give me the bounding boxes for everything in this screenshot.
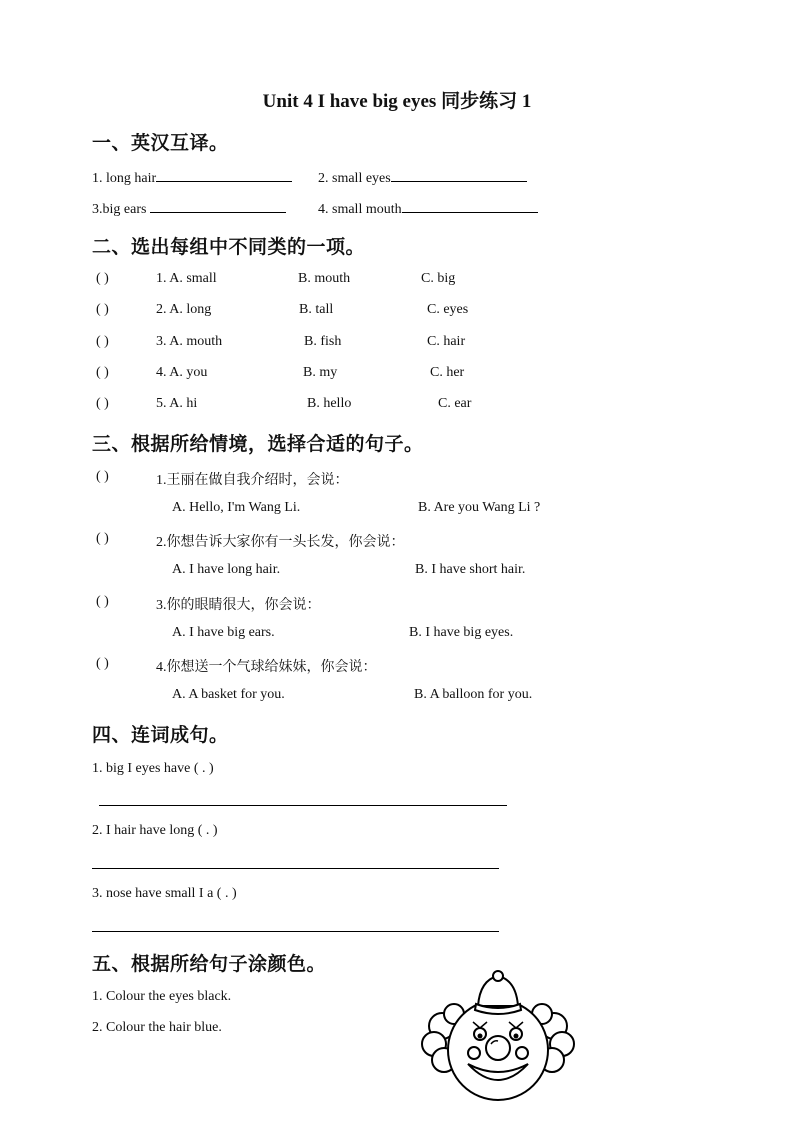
colour-instruction-2: 2. Colour the hair blue. <box>92 1020 222 1035</box>
odd-one-option-b: B. tall <box>299 302 334 317</box>
odd-one-option-c: C. eyes <box>427 302 469 317</box>
translate-item-4 <box>318 199 538 218</box>
situation-option-b: B. I have short hair. <box>415 562 526 577</box>
situation-paren[interactable]: ( ) <box>96 594 109 609</box>
answer-blank[interactable] <box>150 199 286 213</box>
odd-one-option-a: 5. A. hi <box>156 396 198 411</box>
situation-option-a: A. Hello, I'm Wang Li. <box>172 500 301 515</box>
scrambled-sentence-1: 1. big I eyes have ( . ) <box>92 761 214 776</box>
odd-one-option-a: 2. A. long <box>156 302 212 317</box>
scrambled-sentence-3: 3. nose have small I a ( . ) <box>92 886 237 901</box>
section-1-heading: 一、英汉互译。 <box>92 132 229 154</box>
situation-paren[interactable]: ( ) <box>96 531 109 546</box>
answer-line[interactable] <box>99 805 507 806</box>
odd-one-option-a: 1. A. small <box>156 271 217 286</box>
section-5-heading: 五、根据所给句子涂颜色。 <box>92 953 327 975</box>
translate-item-3 <box>92 199 286 218</box>
translate-label: 2. small eyes <box>318 171 391 186</box>
situation-paren[interactable]: ( ) <box>96 656 109 671</box>
answer-line[interactable] <box>92 931 499 932</box>
odd-one-option-c: C. her <box>430 365 465 380</box>
odd-one-paren[interactable]: ( ) <box>96 302 109 317</box>
answer-line[interactable] <box>92 868 499 869</box>
odd-one-option-c: C. big <box>421 271 456 286</box>
translate-label: 4. small mouth <box>318 202 402 217</box>
situation-option-a: A. I have long hair. <box>172 562 281 577</box>
translate-item-2 <box>318 168 527 187</box>
odd-one-option-c: C. hair <box>427 334 466 349</box>
odd-one-option-c: C. ear <box>438 396 472 411</box>
odd-one-paren[interactable]: ( ) <box>96 365 109 380</box>
translate-label: 1. long hair <box>92 171 157 186</box>
scrambled-sentence-2: 2. I hair have long ( . ) <box>92 823 218 838</box>
answer-blank[interactable] <box>391 168 527 182</box>
situation-question: 2.你想告诉大家你有一头长发，你会说： <box>156 535 405 550</box>
section-4-heading: 四、连词成句。 <box>92 724 229 746</box>
section-2-heading: 二、选出每组中不同类的一项。 <box>92 236 366 258</box>
odd-one-paren[interactable]: ( ) <box>96 396 109 411</box>
answer-blank[interactable] <box>402 199 538 213</box>
page-title: Unit 4 I have big eyes 同步练习 1 <box>262 91 532 112</box>
situation-option-b: B. Are you Wang Li ? <box>418 500 541 515</box>
odd-one-option-b: B. mouth <box>298 271 351 286</box>
odd-one-paren[interactable]: ( ) <box>96 271 109 286</box>
situation-question: 1.王丽在做自我介绍时，会说： <box>156 473 349 488</box>
odd-one-option-a: 4. A. you <box>156 365 208 380</box>
clown-face-icon[interactable] <box>418 968 578 1108</box>
translate-label: 3.big ears <box>92 202 150 217</box>
situation-option-b: B. I have big eyes. <box>409 625 514 640</box>
situation-option-a: A. A basket for you. <box>172 687 285 702</box>
odd-one-option-b: B. fish <box>304 334 342 349</box>
colour-instruction-1: 1. Colour the eyes black. <box>92 989 232 1004</box>
section-3-heading: 三、根据所给情境，选择合适的句子。 <box>92 433 424 455</box>
situation-option-b: B. A balloon for you. <box>414 687 533 702</box>
situation-option-a: A. I have big ears. <box>172 625 275 640</box>
odd-one-option-b: B. my <box>303 365 338 380</box>
odd-one-paren[interactable]: ( ) <box>96 334 109 349</box>
answer-blank[interactable] <box>156 168 292 182</box>
odd-one-option-b: B. hello <box>307 396 352 411</box>
odd-one-option-a: 3. A. mouth <box>156 334 223 349</box>
situation-paren[interactable]: ( ) <box>96 469 109 484</box>
situation-question: 3.你的眼睛很大，你会说： <box>156 598 321 613</box>
situation-question: 4.你想送一个气球给妹妹，你会说： <box>156 660 377 675</box>
translate-item-1 <box>92 168 292 187</box>
